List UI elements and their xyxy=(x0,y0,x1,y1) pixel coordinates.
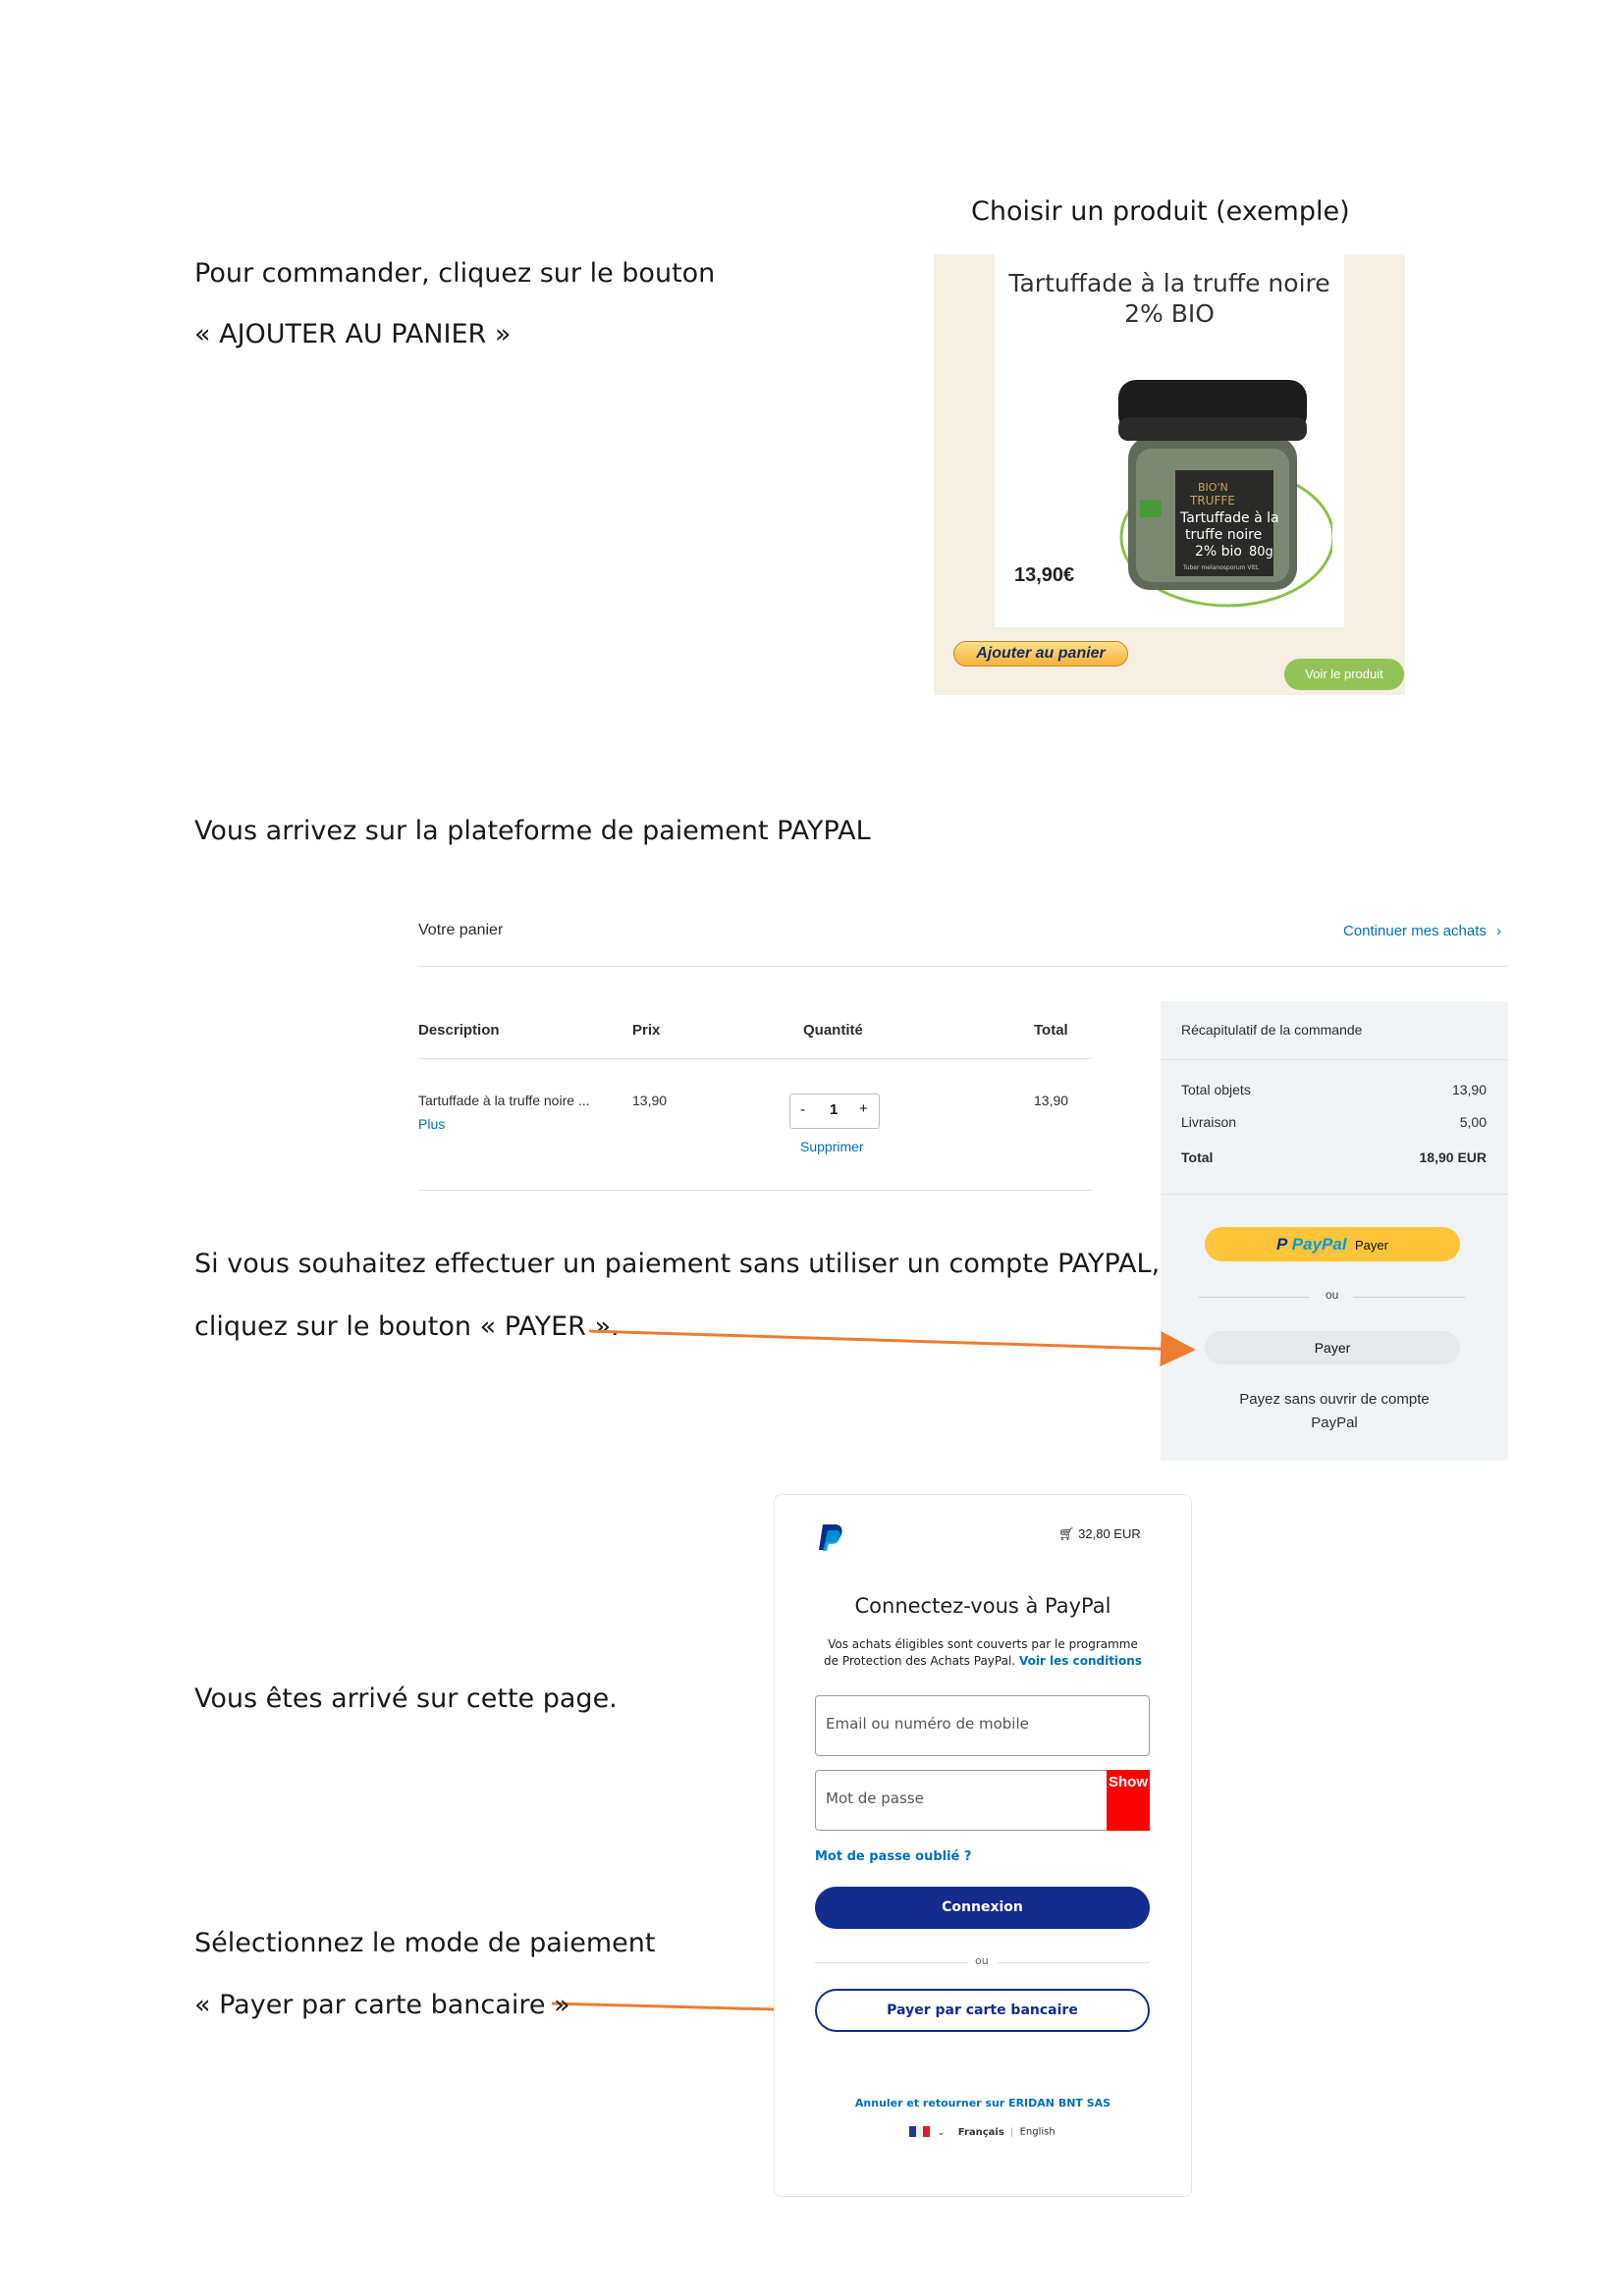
no-account-instruction-line2: cliquez sur le bouton « PAYER ». xyxy=(194,1311,620,1342)
paypal-pay-label: Payer xyxy=(1355,1238,1388,1253)
protection-notice xyxy=(774,1636,1192,1670)
jar-label-line2: truffe noire xyxy=(1185,527,1263,543)
cart-title: Votre panier xyxy=(418,922,504,938)
or-separator: ou xyxy=(1326,1288,1339,1302)
order-instruction-line1: Pour commander, cliquez sur le bouton xyxy=(194,258,716,289)
login-or-divider-right xyxy=(998,1962,1150,1963)
password-field[interactable] xyxy=(815,1770,1150,1831)
pay-by-card-button[interactable]: Payer par carte bancaire xyxy=(815,1989,1150,2032)
paypal-platform-instruction: Vous arrivez sur la plateforme de paiement PAYPAL xyxy=(194,816,871,846)
jar-species: Tuber melanosporum Vitt. xyxy=(1183,564,1260,571)
email-placeholder: Email ou numéro de mobile xyxy=(826,1715,1029,1733)
lang-fr-link[interactable]: Français xyxy=(957,2126,1004,2138)
order-total-value: 18,90 EUR xyxy=(1419,1149,1487,1165)
no-account-instruction-line1: Si vous souhaitez effectuer un paiement sans utiliser un compte PAYPAL, xyxy=(194,1249,1161,1279)
lang-en-link[interactable]: English xyxy=(1019,2126,1056,2138)
jar-brand2: TRUFFE xyxy=(1190,494,1235,507)
remove-item-link[interactable]: Supprimer xyxy=(800,1139,864,1154)
login-cart[interactable] xyxy=(1058,1526,1141,1542)
forgot-password-link[interactable]: Mot de passe oublié ? xyxy=(815,1849,972,1864)
login-title: Connectez-vous à PayPal xyxy=(854,1594,1111,1618)
items-total-label: Total objets xyxy=(1181,1082,1251,1097)
select-mode-line1: Sélectionnez le mode de paiement xyxy=(194,1928,656,1958)
paypal-brand: PayPal xyxy=(1291,1235,1347,1254)
paypal-logo-icon: P xyxy=(1276,1235,1288,1254)
jar-brand1: BIO'N xyxy=(1198,481,1228,494)
continue-shopping-label: Continuer mes achats xyxy=(1343,923,1487,939)
no-account-note-line1: Payez sans ouvrir de compte xyxy=(1239,1391,1430,1408)
shipping-label: Livraison xyxy=(1181,1114,1237,1130)
shipping-value: 5,00 xyxy=(1459,1114,1487,1130)
quantity-value: 1 xyxy=(830,1101,839,1118)
item-price: 13,90 xyxy=(632,1093,668,1108)
arrow-to-card-pay xyxy=(589,1331,1190,1350)
product-price: 13,90€ xyxy=(1014,564,1075,586)
item-total: 13,90 xyxy=(1034,1093,1069,1108)
col-description: Description xyxy=(418,1022,500,1039)
cart-icon: 🛒︎ xyxy=(1058,1526,1075,1541)
summary-title: Récapitulatif de la commande xyxy=(1181,1022,1363,1038)
protection-line1: Vos achats éligibles sont couverts par le programme xyxy=(828,1637,1138,1651)
jar-label-line3: 2% bio xyxy=(1195,544,1243,560)
col-quantity: Quantité xyxy=(803,1022,863,1039)
product-title-line2: 2% BIO xyxy=(1124,299,1215,328)
language-selector: ⌄ Français | English xyxy=(909,2126,1056,2138)
chevron-down-icon[interactable]: ⌄ xyxy=(937,2126,946,2138)
col-total: Total xyxy=(1034,1022,1068,1039)
card-pay-button[interactable]: Payer xyxy=(1205,1331,1460,1364)
paypal-monogram-icon xyxy=(819,1522,844,1552)
arrived-text: Vous êtes arrivé sur cette page. xyxy=(194,1683,618,1714)
items-total-value: 13,90 xyxy=(1451,1082,1487,1097)
minus-icon[interactable]: - xyxy=(800,1101,805,1118)
no-account-note-line2: PayPal xyxy=(1311,1415,1358,1431)
email-field[interactable] xyxy=(815,1695,1150,1756)
login-or-separator: ou xyxy=(975,1954,989,1967)
arrow-to-pay-by-card xyxy=(552,2003,811,2010)
flag-fr-icon xyxy=(909,2126,916,2137)
jar-label-line1: Tartuffade à la xyxy=(1180,510,1279,526)
protection-line2: de Protection des Achats PayPal. xyxy=(824,1654,1016,1668)
select-mode-line2: « Payer par carte bancaire » xyxy=(194,1990,570,2020)
view-product-button[interactable]: Voir le produit xyxy=(1284,659,1404,690)
show-password-button[interactable]: Show xyxy=(1107,1770,1150,1831)
login-button[interactable]: Connexion xyxy=(815,1887,1150,1929)
chevron-right-icon: › xyxy=(1496,923,1502,939)
jar-weight: 80g xyxy=(1249,545,1273,560)
item-name: Tartuffade à la truffe noire ... xyxy=(418,1093,590,1108)
order-total-label: Total xyxy=(1181,1149,1214,1165)
col-price: Prix xyxy=(632,1022,661,1039)
protection-terms-link[interactable]: Voir les conditions xyxy=(1018,1654,1142,1668)
login-cart-amount: 32,80 EUR xyxy=(1078,1526,1141,1541)
plus-icon[interactable]: + xyxy=(859,1100,868,1117)
cancel-return-link[interactable]: Annuler et retourner sur ERIDAN BNT SAS xyxy=(854,2097,1111,2109)
login-or-divider-left xyxy=(815,1962,967,1963)
item-more-link[interactable]: Plus xyxy=(418,1116,446,1132)
example-heading: Choisir un produit (exemple) xyxy=(971,196,1350,227)
password-placeholder: Mot de passe xyxy=(826,1789,924,1807)
order-instruction-line2: « AJOUTER AU PANIER » xyxy=(194,319,512,349)
product-title-line1: Tartuffade à la truffe noire xyxy=(1008,269,1330,297)
add-to-cart-button[interactable]: Ajouter au panier xyxy=(953,641,1128,667)
